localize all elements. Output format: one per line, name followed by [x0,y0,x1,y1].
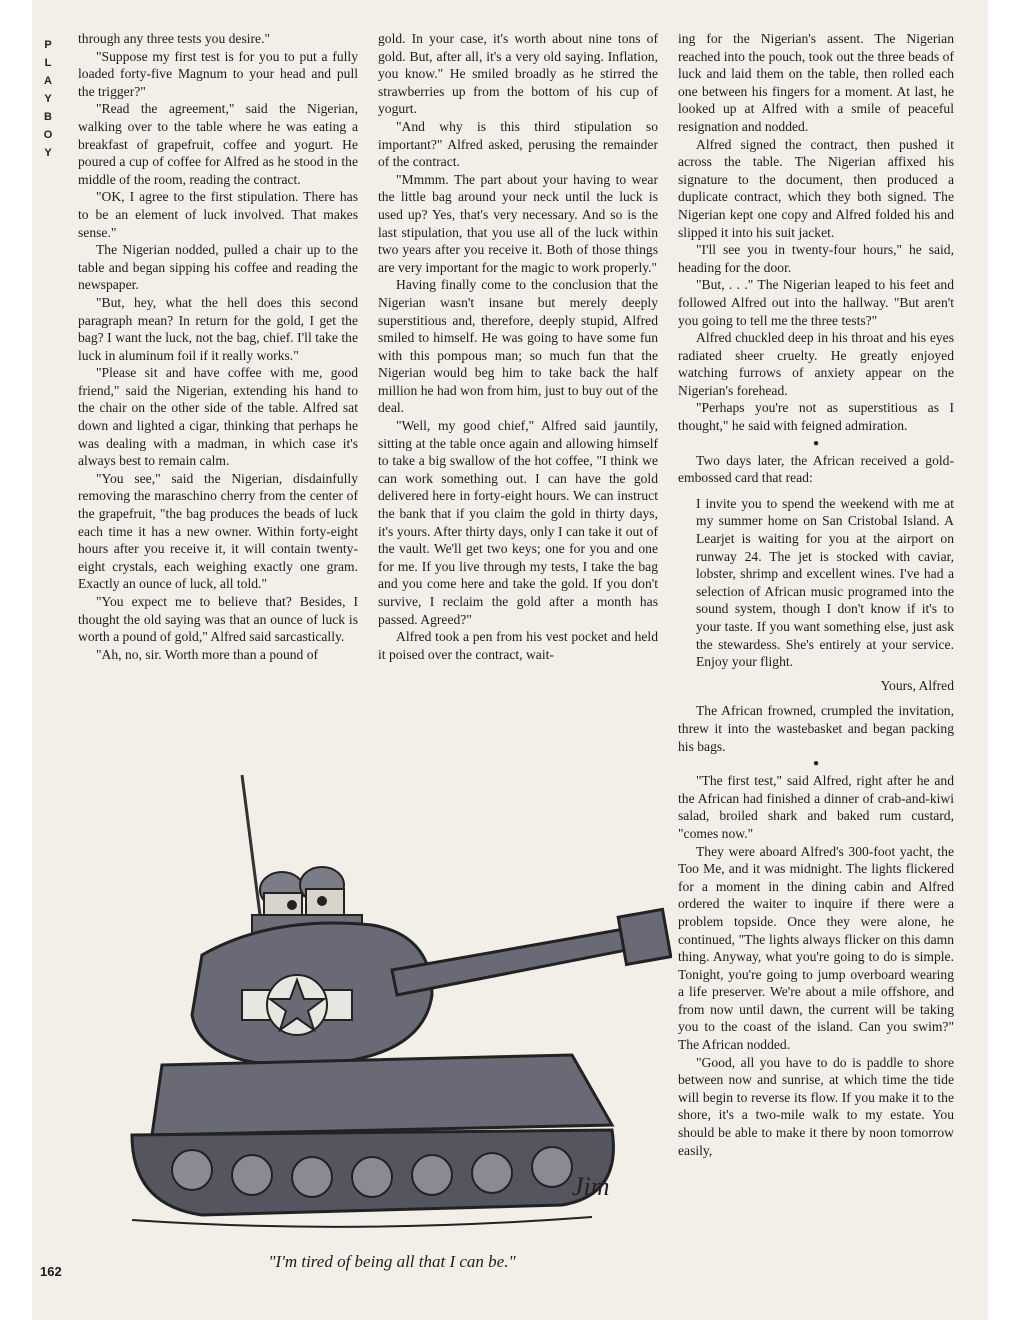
masthead-letter: Y [44,147,52,159]
paragraph: "Ah, no, sir. Worth more than a pound of [96,646,319,662]
paragraph: Two days later, the African received a gold-embossed card that read: [678,452,954,486]
antenna [242,775,260,915]
paragraph: "Mmmm. The part about your having to wear the little bag around your neck until the luck is used up? Yes, that's very necessary. And so is the last stipulation, that you use all of the luck within two years after you receive it. Both of those things are very important for the magic to work properly." [378,171,658,275]
paragraph: They were aboard Alfred's 300-foot yacht, the Too Me, and it was midnight. The lights flickered for a moment in the dining cabin and Alfred ordered the waiter to inquire if there were a problem topside. Once they were alone, he continued, "The lights always flicker on this damn thing. Anyway, what you're going to do is simple. Tonight, you're going to jump overboard wearing a life preserver. We're about a mile offshore, and from now until dawn, the current will be taking you to the coast of the island. Can you swim?" The African nodded. [678,843,954,1053]
paragraph: "And why is this third stipulation so important?" Alfred asked, perusing the remainder of the contract. [378,118,658,170]
paragraph: "Perhaps you're not as superstitious as I thought," he said with feigned admiration. [678,400,954,434]
paragraph: Alfred signed the contract, then pushed it across the table. The Nigerian affixed his signature to the document, then produced a duplicate contract, which they both signed. The Nigerian kept one copy and Alfred folded his and slipped it into his suit jacket. [678,136,954,240]
invitation-card [696,495,954,695]
artist-signature: Jim [572,1172,610,1201]
paragraph: "You expect me to believe that? Besides, I thought the old saying was that an ounce of luck is worth a pound of gold," Alfred said sarcastically. [78,594,358,645]
tank-hull [152,1055,612,1135]
paragraph: "Read the agreement," said the Nigerian, walking over to the table where he was eating a breakfast of grapefruit, coffee and yogurt. He poured a cup of coffee for Alfred as he stood in the middle of the room, reading the contract. [78,101,358,187]
paragraph: "You see," said the Nigerian, disdainfully removing the maraschino cherry from the center of the grapefruit, "the bag produces the beads of luck each time it has a new owner. Within forty-eight hours after you receive it, it will contain twenty-eight crystals, each weighing exactly one gram. Exactly an ounce of luck, all told." [78,470,358,592]
paragraph: "But, hey, what the hell does this second paragraph mean? In return for the gold, I get the bag? I want the luck, not the bag, chief. I'll take the luck in aluminum foil if it really works." [78,294,358,363]
paragraph: "I'll see you in twenty-four hours," he said, heading for the door. [678,242,954,275]
masthead-letter: B [44,111,52,123]
paragraph: ing for the Nigerian's assent. The Nigerian reached into the pouch, took out the three beads of luck and laid them on the table, then rolled each one between his fingers for a moment. At last, he looked up at Alfred with a smile of peaceful resignation and nodded. [678,31,954,134]
paragraph: Having finally come to the conclusion that the Nigerian wasn't insane but merely deeply superstitious and, therefore, deeply stupid, Alfred smiled to himself. He was going to have some fun with this pompous man; so much fun that the Nigerian would beg him to take back the half million he had won from him, just to buy out of the deal. [378,277,658,416]
section-separator: ● [812,758,820,770]
masthead-letter: O [43,129,53,141]
masthead-letter: P [44,39,52,51]
paragraph: Alfred took a pen from his vest pocket and held it poised over the contract, wait- [378,629,658,662]
paragraph: gold. In your case, it's worth about nine tons of gold. But, after all, it's a very old saying. Inflation, you know." He smiled broadly as he stirred the strawberries up from the bottom of his cup of yogurt. [378,31,658,117]
paragraph: "Please sit and have coffee with me, good friend," said the Nigerian, extending his hand to the chair on the other side of the table. Alfred sat down and lighted a cigar, thinking that perhaps he was dealing with a madman, in which case it's always best to remain calm. [78,365,358,469]
paragraph: The Nigerian nodded, pulled a chair up to the table and began sipping his coffee and reading the newspaper. [78,242,358,293]
paragraph: "Suppose my first test is for you to put a fully loaded forty-five Magnum to your head and pull the trigger?" [78,48,358,99]
paragraph: The African frowned, crumpled the invitation, threw it into the wastebasket and began packing his bags. [678,703,954,754]
tank-cartoon-illustration [92,765,672,1245]
tank-barrel [392,925,652,995]
paragraph: "The first test," said Alfred, right after he and the African had finished a dinner of crab-and-kiwi salad, broiled shark and baked rum custard, "comes now." [678,773,954,841]
column-3 [678,30,954,1159]
cartoon-caption: "I'm tired of being all that I can be." [268,1252,516,1271]
masthead-letter: Y [44,93,52,105]
masthead [40,36,56,162]
paragraph: through any three tests you desire." [78,31,271,46]
paragraph: "Well, my good chief," Alfred said jauntily, sitting at the table once again and allowing himself to take a big swallow of the hot coffee, "I think we can work something out. I can have the gold delivered here in forty-eight hours. We can instruct the bank that if you claim the gold in thirty days, it's yours. After thirty days, only I can take it out of the vault. We'll get two keys; one for you and one for me. If you live through my tests, I take the bag and you come here and take the gold. If you don't survive, I reclaim the gold after a month has passed. Agreed?" [378,418,658,627]
invitation-text: I invite you to spend the weekend with me at my summer home on San Cristobal Island. A Learjet is waiting for you at the airport on runway 24. The jet is stocked with caviar, lobster, shrimp and excellent wines. I've had a selection of African music programed into the sound system, though I don't know if it's to your taste. If you want something else, just ask the stewardess. She's entirely at your service. Enjoy your flight. [696,495,954,670]
masthead-letter: A [44,75,52,87]
paragraph: "But, . . ." The Nigerian leaped to his feet and followed Alfred out into the hallway. "But aren't you going to tell me the three tests?" [678,277,954,328]
invitation-signature: Yours, Alfred [880,677,954,693]
masthead-letter: L [44,57,52,69]
paragraph: Alfred chuckled deep in his throat and his eyes radiated sheer cruelty. He greatly enjoyed watching furrows of anxiety appear on the Nigerian's forehead. [678,330,954,398]
magazine-page [32,0,988,1320]
column-1 [78,30,358,663]
column-2 [378,30,658,663]
paragraph: "OK, I agree to the first stipulation. There has to be an element of luck involved. That makes sense." [78,189,358,240]
paragraph: "Good, all you have to do is paddle to shore between now and sunrise, at which time the tide will begin to reverse its flow. If you make it to the shore, it's a two-mile walk to my estate. You should be able to make it there by noon tomorrow easily, [678,1054,954,1158]
page-number: 162 [40,1264,62,1279]
section-separator: ● [812,437,820,449]
